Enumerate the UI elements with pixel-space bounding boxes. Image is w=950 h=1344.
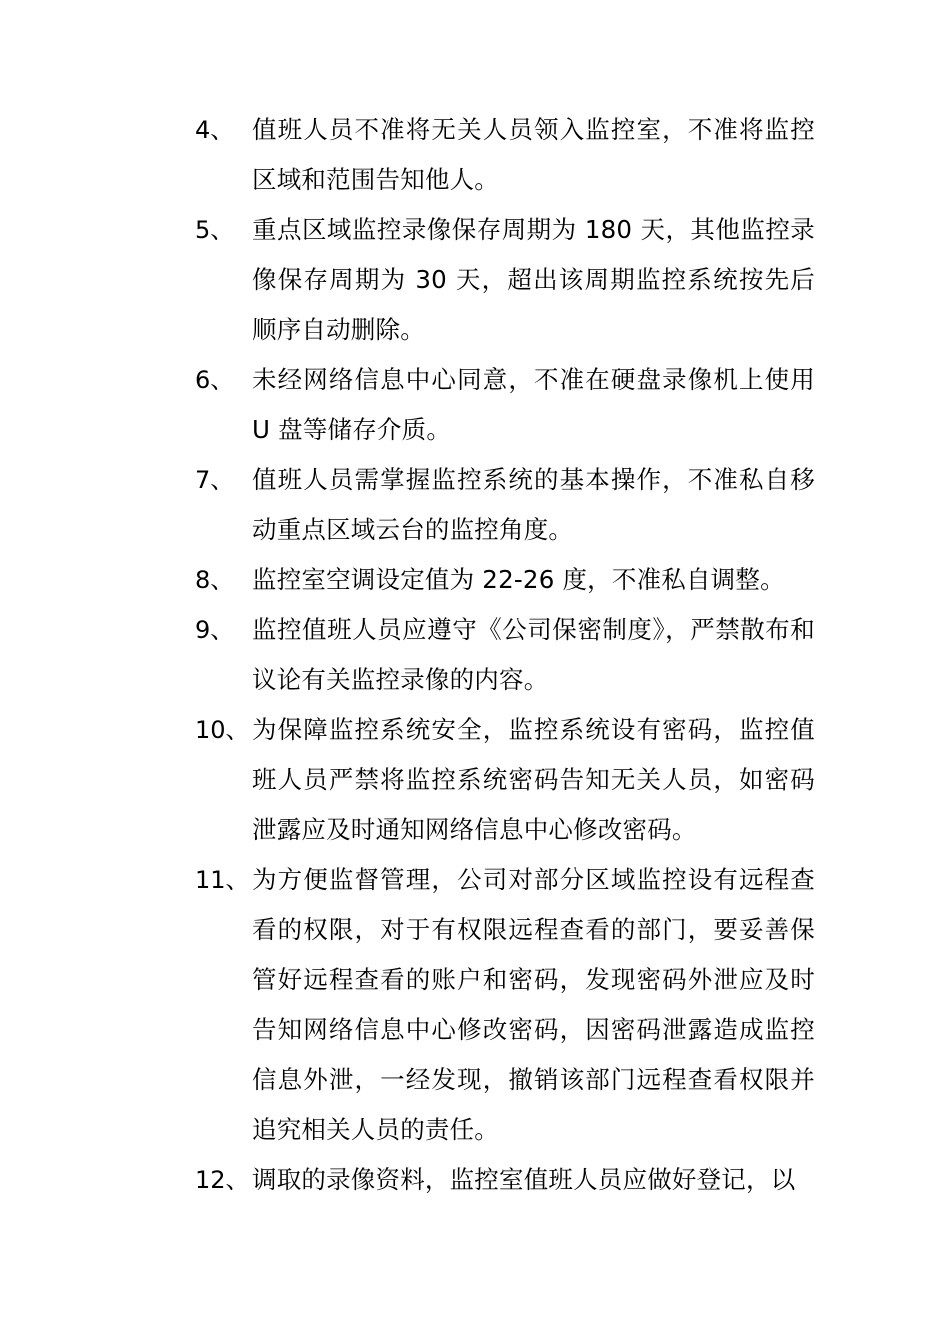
rule-number: 6、: [195, 366, 235, 394]
rule-item-11: [195, 855, 815, 1155]
rule-text: 值班人员需掌握监控系统的基本操作，不准私自移动重点区域云台的监控角度。: [252, 465, 815, 544]
rule-number: 8、: [195, 566, 235, 594]
rule-text: 值班人员不准将无关人员领入监控室，不准将监控区域和范围告知他人。: [252, 115, 815, 194]
rule-number: 4、: [195, 116, 235, 144]
rule-number: 7、: [195, 466, 235, 494]
rule-text: 为方便监督管理，公司对部分区域监控设有远程查看的权限，对于有权限远程查看的部门，要妥善保管好远程查看的账户和密码，发现密码外泄应及时告知网络信息中心修改密码，因密码泄露造成监控信息外泄，一经发现，撤销该部门远程查看权限并追究相关人员的责任。: [252, 865, 815, 1144]
rule-number: 11、: [195, 866, 250, 894]
rule-number: 9、: [195, 616, 235, 644]
rule-item-12: [195, 1155, 815, 1205]
rule-text: 监控室空调设定值为 22-26 度，不准私自调整。: [252, 565, 785, 594]
rule-number: 10、: [195, 716, 250, 744]
rule-text: 监控值班人员应遵守《公司保密制度》，严禁散布和议论有关监控录像的内容。: [252, 615, 815, 694]
rule-item-10: [195, 705, 815, 855]
rule-item-6: [195, 355, 815, 455]
rule-item-8: [195, 555, 815, 605]
rule-item-7: [195, 455, 815, 555]
rule-item-9: [195, 605, 815, 705]
rule-number: 5、: [195, 216, 235, 244]
rule-text: 重点区域监控录像保存周期为 180 天，其他监控录像保存周期为 30 天，超出该周期监控系统按先后顺序自动删除。: [252, 215, 815, 344]
rule-list: [195, 105, 815, 1205]
rule-number: 12、: [195, 1166, 250, 1194]
rule-item-4: [195, 105, 815, 205]
rule-text: 未经网络信息中心同意，不准在硬盘录像机上使用 U 盘等储存介质。: [252, 365, 815, 444]
rule-item-5: [195, 205, 815, 355]
rule-text: 为保障监控系统安全，监控系统设有密码，监控值班人员严禁将监控系统密码告知无关人员，如密码泄露应及时通知网络信息中心修改密码。: [252, 715, 815, 844]
rule-text: 调取的录像资料，监控室值班人员应做好登记，以: [252, 1165, 796, 1194]
